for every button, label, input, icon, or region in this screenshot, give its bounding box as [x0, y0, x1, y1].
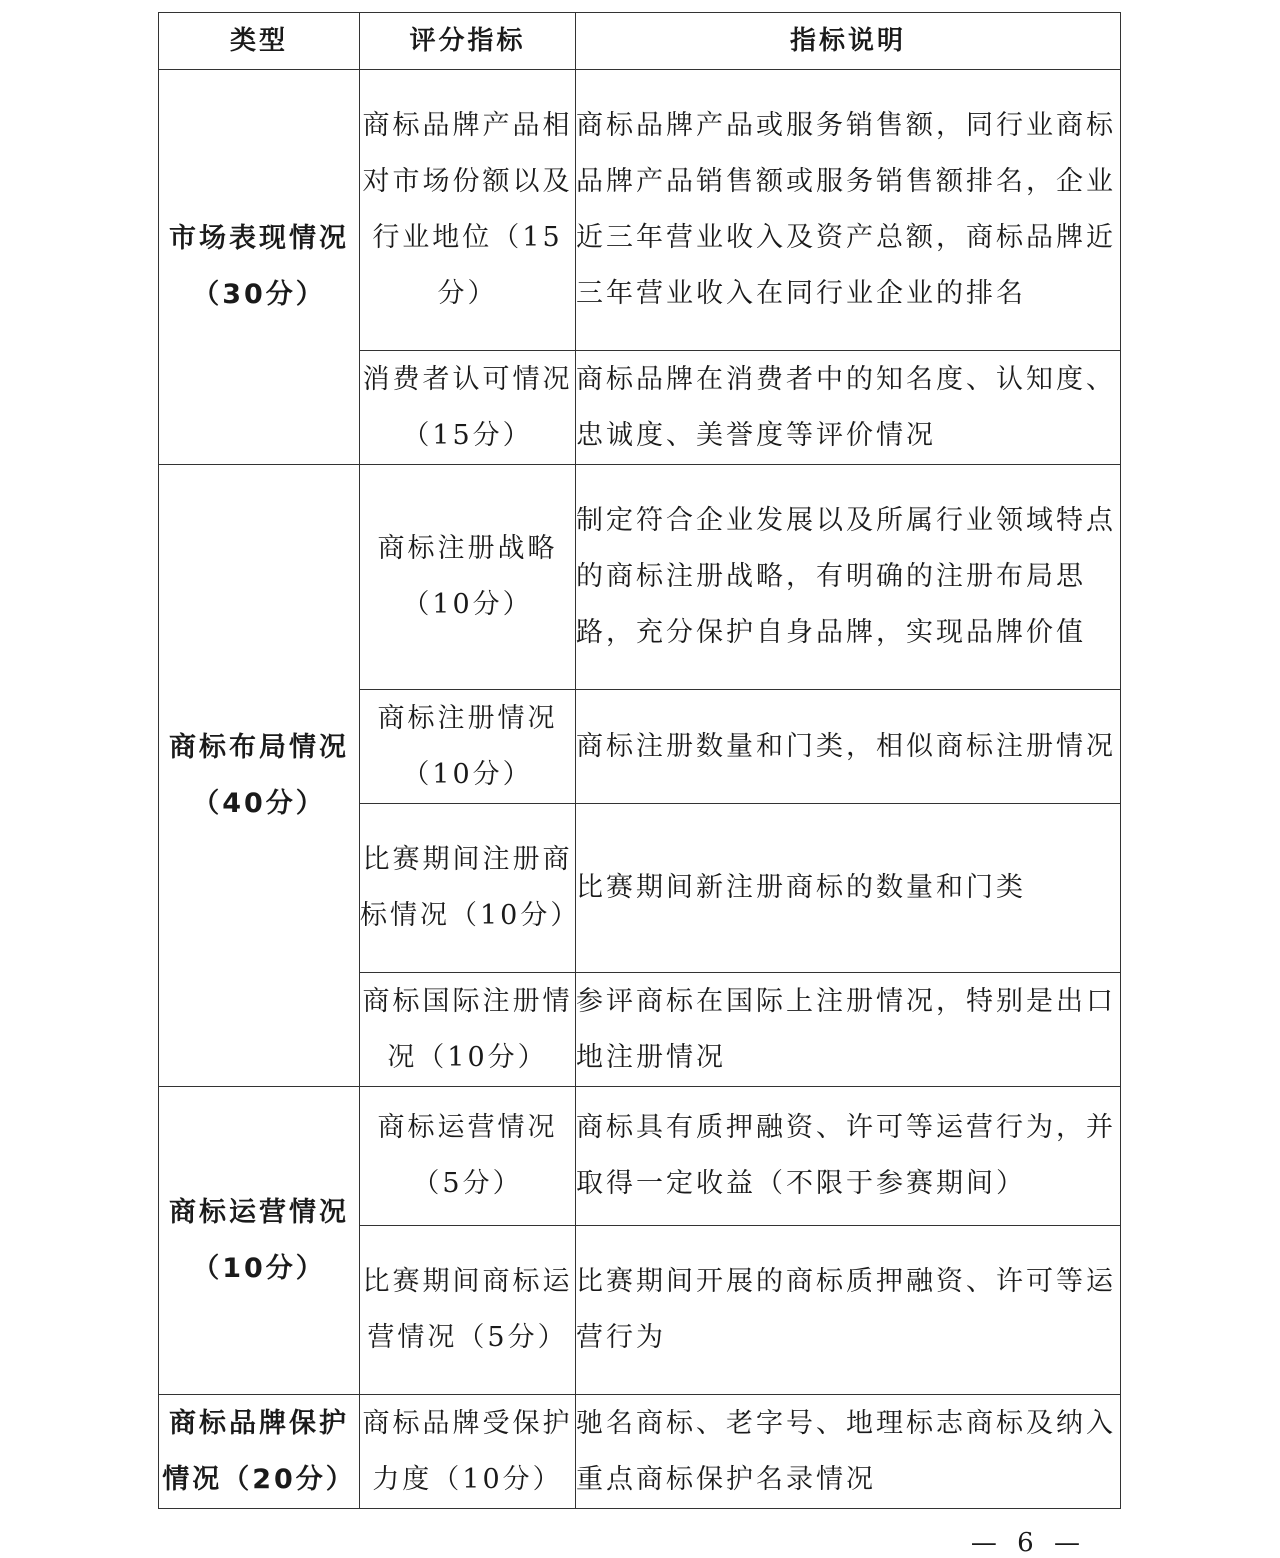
indicator-cell: 商标国际注册情况（10分） — [360, 973, 576, 1087]
indicator-cell: 比赛期间商标运营情况（5分） — [360, 1226, 576, 1395]
type-score: 情况（20分） — [162, 1463, 356, 1495]
type-cell-layout — [159, 465, 360, 1087]
indicator-cell: 商标运营情况（5分） — [360, 1087, 576, 1226]
indicator-cell: 比赛期间注册商标情况（10分） — [360, 804, 576, 973]
indicator-cell: 商标品牌产品相对市场份额以及行业地位（15分） — [360, 70, 576, 351]
type-label: 市场表现情况 — [169, 223, 349, 254]
description-cell: 比赛期间新注册商标的数量和门类 — [576, 804, 1121, 973]
description-cell: 商标品牌在消费者中的知名度、认知度、忠诚度、美誉度等评价情况 — [576, 351, 1121, 465]
description-cell: 商标品牌产品或服务销售额，同行业商标品牌产品销售额或服务销售额排名，企业近三年营业收入及资产总额，商标品牌近三年营业收入在同行业企业的排名 — [576, 70, 1121, 351]
page-number: — 6 — — [970, 1528, 1086, 1558]
description-cell: 参评商标在国际上注册情况，特别是出口地注册情况 — [576, 973, 1121, 1087]
type-label: 商标运营情况 — [169, 1196, 349, 1228]
header-indicator: 评分指标 — [360, 13, 576, 70]
table-header-row — [159, 13, 1121, 70]
type-cell-protection — [159, 1395, 360, 1509]
type-label: 商标品牌保护 — [169, 1407, 349, 1439]
table-row — [159, 1087, 1121, 1226]
type-score: （30分） — [192, 279, 326, 310]
header-description: 指标说明 — [576, 13, 1121, 70]
scoring-table — [158, 12, 1121, 1509]
description-cell: 比赛期间开展的商标质押融资、许可等运营行为 — [576, 1226, 1121, 1395]
table-row — [159, 1395, 1121, 1509]
description-cell: 商标具有质押融资、许可等运营行为，并取得一定收益（不限于参赛期间） — [576, 1087, 1121, 1226]
table-row — [159, 465, 1121, 690]
type-score: （10分） — [192, 1252, 326, 1284]
type-cell-market — [159, 70, 360, 465]
type-cell-operation — [159, 1087, 360, 1395]
description-cell: 驰名商标、老字号、地理标志商标及纳入重点商标保护名录情况 — [576, 1395, 1121, 1509]
description-cell: 制定符合企业发展以及所属行业领域特点的商标注册战略，有明确的注册布局思路，充分保护自身品牌，实现品牌价值 — [576, 465, 1121, 690]
type-score: （40分） — [192, 787, 326, 819]
indicator-cell: 商标注册情况（10分） — [360, 690, 576, 804]
description-cell: 商标注册数量和门类，相似商标注册情况 — [576, 690, 1121, 804]
indicator-cell: 商标注册战略（10分） — [360, 465, 576, 690]
indicator-cell: 商标品牌受保护力度（10分） — [360, 1395, 576, 1509]
table-row — [159, 70, 1121, 351]
header-type: 类型 — [159, 13, 360, 70]
indicator-cell: 消费者认可情况（15分） — [360, 351, 576, 465]
type-label: 商标布局情况 — [169, 731, 349, 763]
